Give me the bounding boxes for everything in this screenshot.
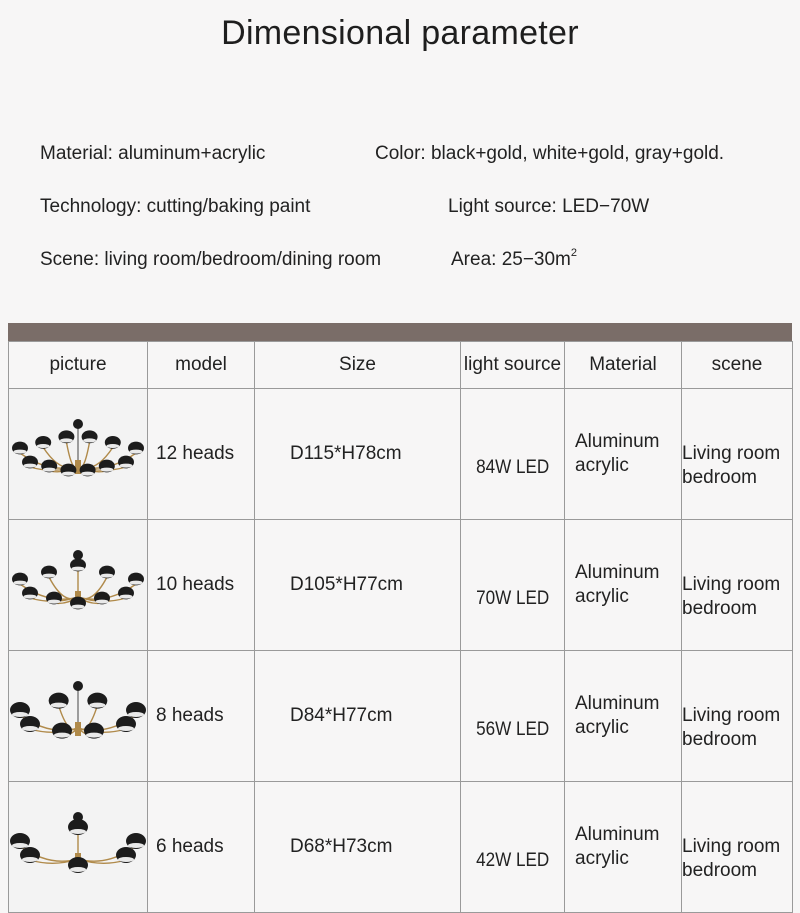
size-cell: D84*H77cm bbox=[255, 651, 461, 782]
spec-area-superscript: 2 bbox=[570, 247, 578, 259]
spec-material: Material: aluminum+acrylic bbox=[40, 143, 266, 164]
lamp-diffuser bbox=[101, 573, 114, 577]
light-source-cell bbox=[461, 651, 565, 782]
lamp-diffuser bbox=[24, 594, 37, 598]
lamp-diffuser bbox=[120, 463, 133, 467]
lamp-diffuser bbox=[86, 732, 102, 737]
scene-cell bbox=[682, 782, 793, 913]
light-source-text: 84W LED bbox=[475, 457, 550, 478]
lamp-diffuser bbox=[128, 712, 144, 717]
table-row bbox=[9, 651, 793, 782]
light-source-cell bbox=[461, 782, 565, 913]
lamp-diffuser bbox=[54, 732, 70, 737]
light-source-text: 42W LED bbox=[475, 850, 550, 871]
lamp-diffuser bbox=[130, 449, 143, 453]
spec-technology: Technology: cutting/baking paint bbox=[40, 196, 311, 217]
material-line-2: acrylic bbox=[575, 717, 629, 738]
header-model: model bbox=[148, 342, 255, 389]
lamp-diffuser bbox=[72, 566, 85, 570]
lamp-diffuser bbox=[51, 702, 67, 707]
spec-color: Color: black+gold, white+gold, gray+gold. bbox=[375, 143, 725, 164]
size-cell: D68*H73cm bbox=[255, 782, 461, 913]
picture-cell bbox=[9, 520, 148, 651]
lamp-diffuser bbox=[43, 467, 56, 471]
spec-scene: Scene: living room/bedroom/dining room bbox=[40, 249, 382, 270]
chandelier-6-heads-image bbox=[9, 797, 148, 898]
material-line-2: acrylic bbox=[575, 586, 629, 607]
picture-cell bbox=[9, 389, 148, 520]
chandelier-8-heads-image bbox=[9, 666, 148, 767]
material-line-1: Aluminum bbox=[575, 562, 660, 583]
material-line-2: acrylic bbox=[575, 455, 629, 476]
table-header-row bbox=[9, 342, 793, 389]
lamp-diffuser bbox=[118, 857, 134, 862]
table-header-band bbox=[8, 323, 792, 341]
scene-cell bbox=[682, 651, 793, 782]
light-source-cell bbox=[461, 520, 565, 651]
scene-line-2: bedroom bbox=[682, 860, 757, 881]
lamp-diffuser bbox=[130, 580, 143, 584]
spec-table bbox=[8, 341, 793, 913]
lamp-diffuser bbox=[12, 712, 28, 717]
model-cell: 10 heads bbox=[148, 520, 255, 651]
lamp-diffuser bbox=[100, 467, 113, 471]
scene-cell bbox=[682, 389, 793, 520]
scene-line-1: Living room bbox=[682, 705, 781, 726]
scene-line-2: bedroom bbox=[682, 598, 757, 619]
light-source-cell bbox=[461, 389, 565, 520]
table-row bbox=[9, 520, 793, 651]
lamp-diffuser bbox=[12, 843, 28, 848]
scene-line-1: Living room bbox=[682, 443, 781, 464]
lamp-diffuser bbox=[120, 594, 133, 598]
lamp-diffuser bbox=[70, 829, 86, 834]
material-line-1: Aluminum bbox=[575, 824, 660, 845]
lamp-diffuser bbox=[128, 843, 144, 848]
header-scene: scene bbox=[682, 342, 793, 389]
lamp-diffuser bbox=[62, 471, 75, 475]
material-cell bbox=[565, 782, 682, 913]
lamp-diffuser bbox=[22, 726, 38, 731]
lamp-diffuser bbox=[72, 604, 85, 608]
lamp-diffuser bbox=[106, 444, 119, 448]
material-line-1: Aluminum bbox=[575, 431, 660, 452]
scene-line-1: Living room bbox=[682, 574, 781, 595]
model-cell: 12 heads bbox=[148, 389, 255, 520]
size-cell: D105*H77cm bbox=[255, 520, 461, 651]
lamp-diffuser bbox=[96, 599, 109, 603]
header-material: Material bbox=[565, 342, 682, 389]
page-title: Dimensional parameter bbox=[221, 14, 579, 52]
light-source-text: 56W LED bbox=[475, 719, 550, 740]
lamp-diffuser bbox=[70, 867, 86, 872]
header-picture: picture bbox=[9, 342, 148, 389]
chandelier-12-heads-image bbox=[9, 404, 148, 505]
model-cell: 8 heads bbox=[148, 651, 255, 782]
spec-area-text: Area: 25−30m bbox=[451, 249, 571, 270]
material-cell bbox=[565, 520, 682, 651]
light-source-text: 70W LED bbox=[475, 588, 550, 609]
scene-line-2: bedroom bbox=[682, 467, 757, 488]
ceiling-canopy bbox=[73, 681, 83, 691]
lamp-diffuser bbox=[37, 444, 50, 448]
material-line-2: acrylic bbox=[575, 848, 629, 869]
picture-cell bbox=[9, 651, 148, 782]
spec-light-source: Light source: LED−70W bbox=[448, 196, 650, 217]
lamp-diffuser bbox=[81, 471, 94, 475]
ceiling-canopy bbox=[73, 550, 83, 560]
lamp-diffuser bbox=[83, 438, 96, 442]
lamp-diffuser bbox=[24, 463, 37, 467]
material-line-1: Aluminum bbox=[575, 693, 660, 714]
chandelier-10-heads-image bbox=[9, 535, 148, 636]
lamp-diffuser bbox=[43, 573, 56, 577]
lamp-diffuser bbox=[60, 438, 73, 442]
size-cell: D115*H78cm bbox=[255, 389, 461, 520]
lamp-diffuser bbox=[14, 449, 27, 453]
lamp-diffuser bbox=[48, 599, 61, 603]
scene-line-1: Living room bbox=[682, 836, 781, 857]
spec-area bbox=[451, 249, 577, 271]
ceiling-canopy bbox=[73, 419, 83, 429]
lamp-diffuser bbox=[118, 726, 134, 731]
header-light-source: light source bbox=[461, 342, 565, 389]
material-cell bbox=[565, 389, 682, 520]
header-size: Size bbox=[255, 342, 461, 389]
lamp-diffuser bbox=[14, 580, 27, 584]
scene-cell bbox=[682, 520, 793, 651]
table-row bbox=[9, 389, 793, 520]
model-cell: 6 heads bbox=[148, 782, 255, 913]
table-row bbox=[9, 782, 793, 913]
scene-line-2: bedroom bbox=[682, 729, 757, 750]
material-cell bbox=[565, 651, 682, 782]
picture-cell bbox=[9, 782, 148, 913]
lamp-diffuser bbox=[22, 857, 38, 862]
lamp-diffuser bbox=[89, 702, 105, 707]
